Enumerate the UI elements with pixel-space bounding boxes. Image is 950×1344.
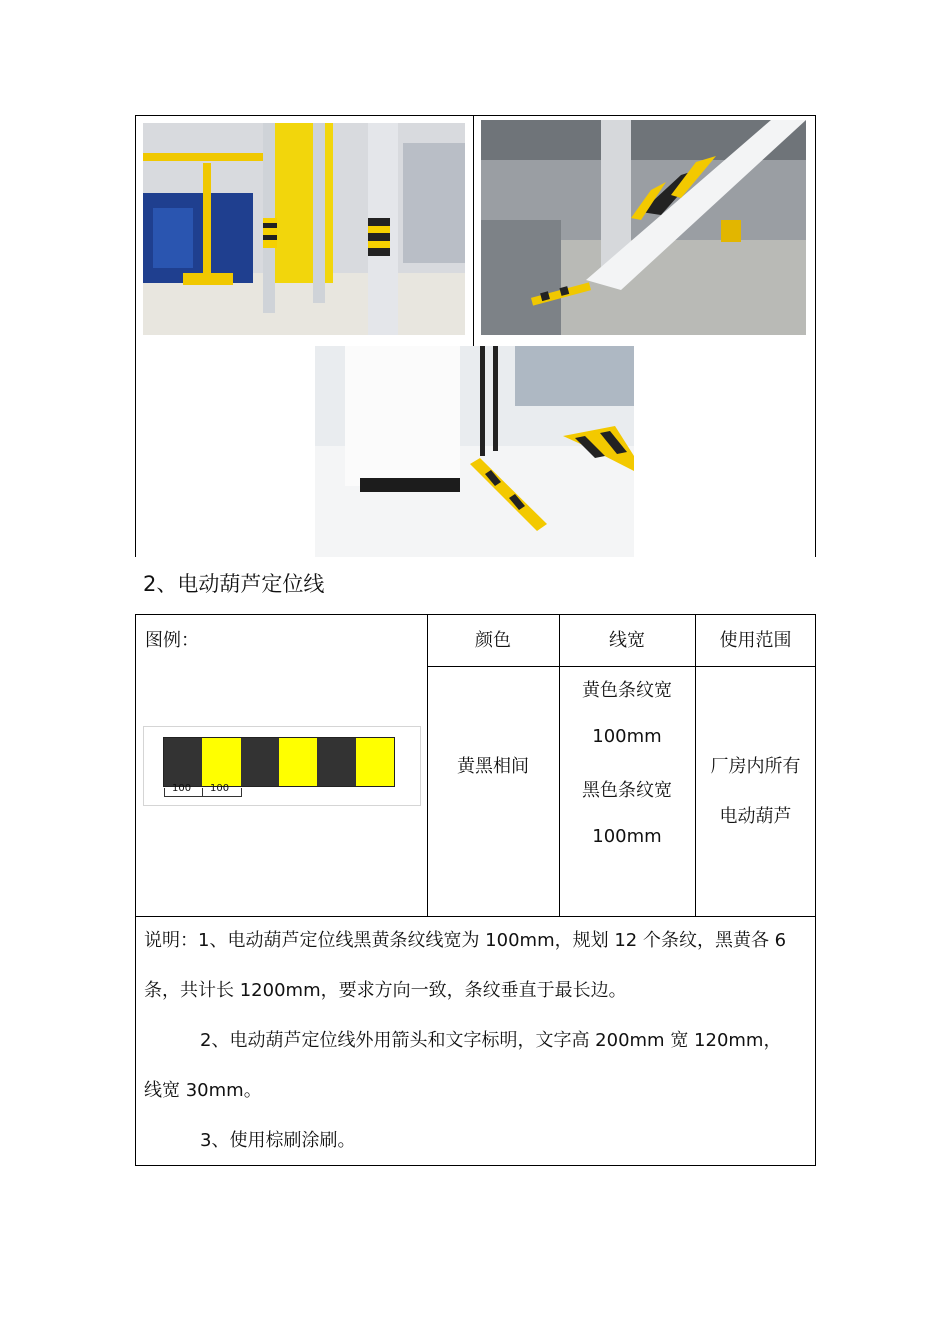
photo-floor-stripes	[315, 346, 634, 557]
header-color: 颜色	[475, 630, 511, 651]
header-line-width: 线宽	[609, 630, 645, 651]
stripe-yellow	[356, 738, 394, 786]
photo-equipment-columns	[143, 123, 465, 335]
note-line: 2、电动葫芦定位线外用箭头和文字标明，文字高 200mm 宽 120mm，	[200, 1030, 782, 1051]
color-value: 黄黑相间	[457, 756, 529, 777]
frame-top-border	[135, 115, 816, 116]
stripe-black	[164, 738, 202, 786]
dimension-label: 100	[172, 783, 192, 794]
scope-value: 电动葫芦	[719, 806, 792, 827]
stripe-black	[241, 738, 279, 786]
grid-line	[559, 615, 560, 916]
spec-table	[135, 614, 816, 1166]
grid-line	[427, 666, 816, 667]
line-width-value: 黑色条纹宽	[582, 780, 672, 801]
stripe-yellow	[202, 738, 240, 786]
frame-right-border	[815, 115, 816, 557]
legend-swatch-box	[143, 726, 421, 806]
dimension-tick	[202, 788, 203, 796]
note-line: 说明：1、电动葫芦定位线黑黄条纹线宽为 100mm，规划 12 个条纹，黑黄各 6	[144, 930, 787, 951]
grid-line	[136, 916, 815, 917]
line-width-value: 100mm	[592, 826, 662, 847]
header-scope: 使用范围	[719, 630, 792, 651]
photo-angled-beam	[481, 120, 806, 335]
section-heading: 2、电动葫芦定位线	[143, 572, 325, 596]
note-line: 3、使用棕刷涂刷。	[200, 1130, 356, 1151]
frame-left-border	[135, 115, 136, 557]
line-width-value: 100mm	[592, 726, 662, 747]
photo-grid	[135, 115, 816, 557]
scope-value: 厂房内所有	[710, 756, 801, 777]
note-line: 条，共计长 1200mm，要求方向一致，条纹垂直于最长边。	[144, 980, 627, 1001]
legend-label: 图例：	[145, 630, 199, 651]
line-width-value: 黄色条纹宽	[582, 680, 672, 701]
note-line: 线宽 30mm。	[144, 1080, 262, 1101]
stripe-legend	[163, 737, 395, 787]
stripe-black	[317, 738, 355, 786]
dimension-label: 100	[210, 783, 230, 794]
stripe-yellow	[279, 738, 317, 786]
